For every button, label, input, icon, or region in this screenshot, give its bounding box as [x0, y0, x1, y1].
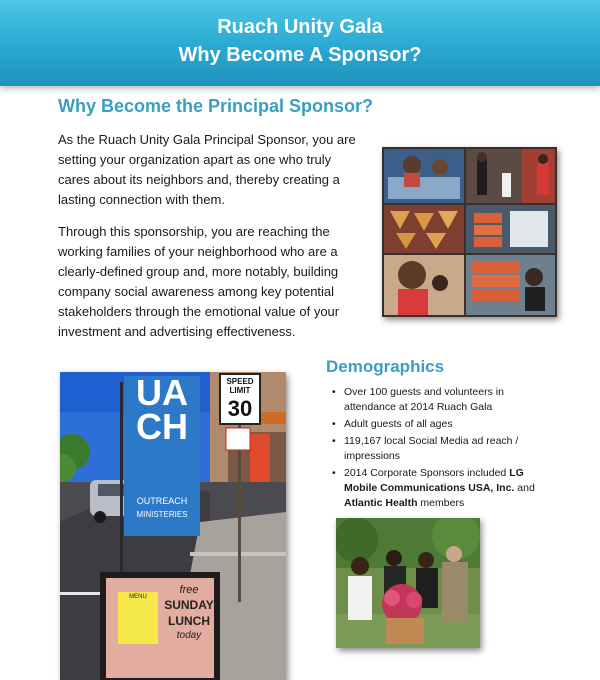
demographics-item-4-suffix: members — [417, 497, 465, 509]
demographics-heading: Demographics — [326, 357, 445, 376]
speed-sign-number: 30 — [227, 396, 253, 421]
event-title: Ruach Unity Gala — [217, 16, 383, 38]
volunteers-photo — [336, 518, 480, 648]
list-item — [332, 385, 547, 415]
speed-sign-line2: LIMIT — [229, 386, 251, 395]
speed-sign-line1: SPEED — [226, 377, 254, 386]
demographics-list — [332, 385, 547, 513]
board-today: today — [176, 630, 202, 641]
list-item — [332, 434, 547, 464]
sponsor-atlantic-health: Atlantic Health — [344, 497, 418, 509]
principal-paragraph-1: As the Ruach Unity Gala Principal Sponsor, you are setting your organization apart as one who truly cares about its neighbors and, thereby creating a lasting connection with them. — [58, 132, 356, 207]
principal-sponsor-heading: Why Become the Principal Sponsor? — [58, 96, 374, 116]
gala-collage-photo — [382, 147, 557, 317]
list-item — [332, 466, 547, 511]
demographics-item-2: Adult guests of all ages — [344, 418, 453, 430]
principal-paragraph-2: Through this sponsorship, you are reaching the working families of your neighborhood who are a clearly-defined group and, more notably, building company social awareness among key potential stakeholders through the emotional value of your investment and advertising effectiveness. — [58, 224, 340, 339]
demographics-item-4-and: and — [514, 482, 535, 494]
demographics-item-4-prefix: 2014 Corporate Sponsors included — [344, 467, 510, 479]
street-banner-photo — [60, 372, 286, 680]
list-item — [332, 417, 547, 432]
page-title: Why Become A Sponsor? — [178, 44, 422, 66]
demographics-item-1: Over 100 guests and volunteers in attendance at 2014 Ruach Gala — [344, 386, 504, 413]
board-free: free — [179, 584, 199, 596]
board-menu: MENU — [129, 594, 147, 600]
volunteers-image — [336, 518, 480, 648]
demographics-item-3: 119,167 local Social Media ad reach / impressions — [344, 435, 519, 462]
collage-image — [382, 147, 557, 317]
banner-subtitle-2: MINISTERIES — [136, 510, 188, 519]
header-banner — [0, 0, 600, 86]
board-lunch: LUNCH — [168, 614, 210, 628]
board-sunday: SUNDAY — [164, 598, 214, 612]
banner-letters: UACH — [136, 372, 188, 447]
banner-subtitle-1: OUTREACH — [136, 496, 188, 506]
sponsor-lg: LG Mobile Communications USA, Inc. — [344, 467, 524, 494]
